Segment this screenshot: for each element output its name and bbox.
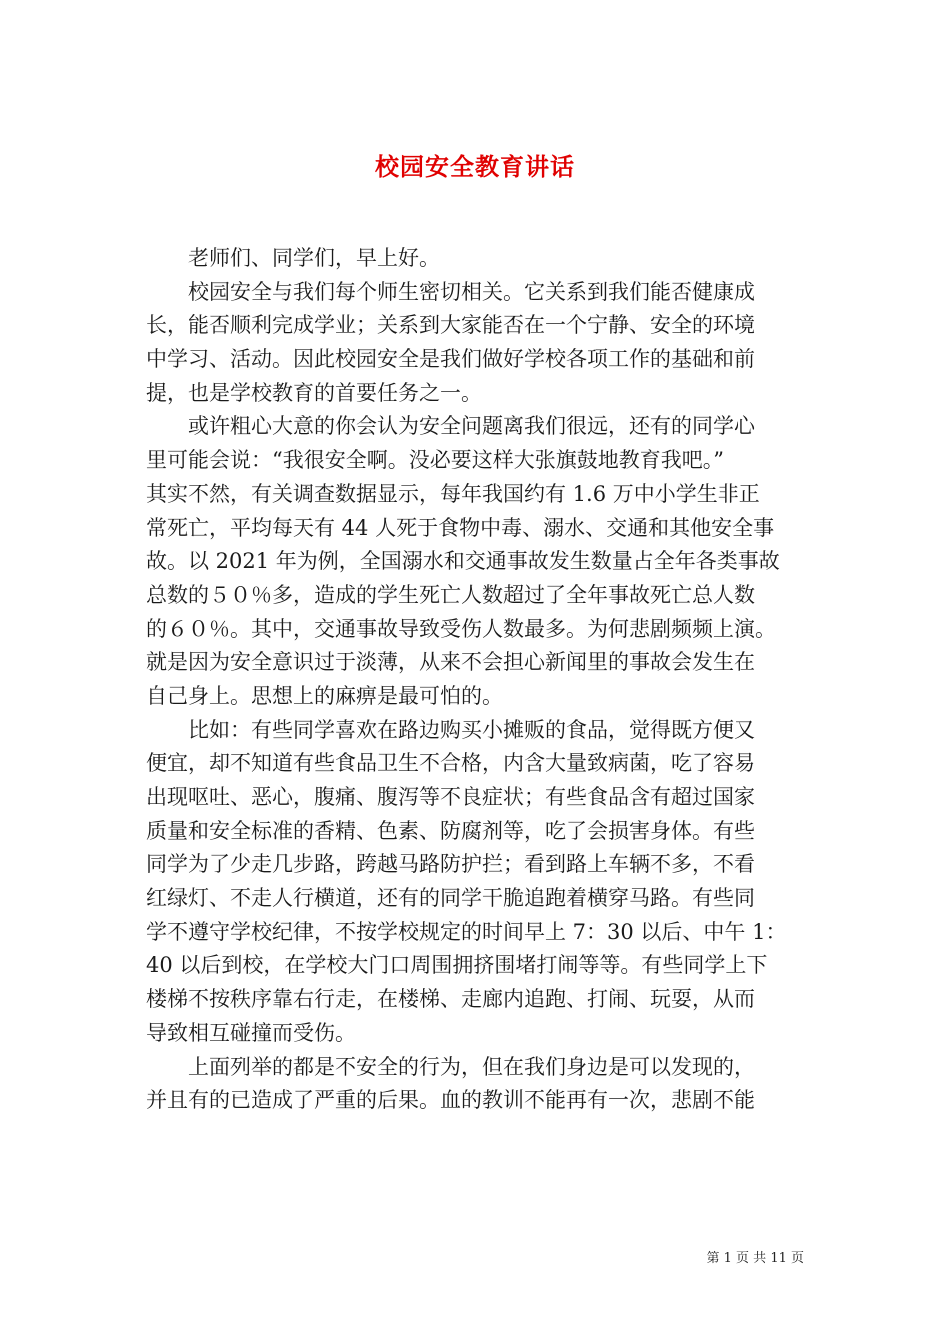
text-line: 校园安全与我们每个师生密切相关。它关系到我们能否健康成 [188, 279, 755, 304]
text-line: 出现呕吐、恶心，腹痛、腹泻等不良症状；有些食品含有超过国家 [146, 785, 755, 809]
paragraph-2 [146, 410, 808, 713]
paragraph-3 [146, 714, 808, 1051]
text-line: 自己身上。思想上的麻痹是最可怕的。 [146, 683, 503, 708]
text-line: 质量和安全标准的香精、色素、防腐剂等，吃了会损害身体。有些 [146, 818, 755, 843]
text-line: 常死亡，平均每天有 44 人死于食物中毒、溺水、交通和其他安全事 [146, 515, 775, 540]
page-number-footer: 第 1 页 共 11 页 [706, 1251, 804, 1266]
text-line: 同学为了少走几步路，跨越马路防护拦；看到路上车辆不多，不看 [146, 852, 755, 877]
text-line: 或许粗心大意的你会认为安全问题离我们很远，还有的同学心 [188, 414, 755, 439]
text-line: 并且有的已造成了严重的后果。血的教训不能再有一次，悲剧不能 [146, 1088, 755, 1113]
paragraph-1 [146, 276, 808, 411]
text-line: 总数的５０％多，造成的学生死亡人数超过了全年事故死亡总人数 [146, 582, 755, 607]
text-line: 中学习、活动。因此校园安全是我们做好学校各项工作的基础和前 [146, 347, 755, 372]
text-line: 里可能会说：“我很安全啊。没必要这样大张旗鼓地教育我吧。” [146, 448, 724, 473]
text-line: 长，能否顺利完成学业；关系到大家能否在一个宁静、安全的环境 [146, 313, 755, 338]
text-line: 就是因为安全意识过于淡薄，从来不会担心新闻里的事故会发生在 [146, 650, 755, 675]
text-line: 导致相互碰撞而受伤。 [146, 1020, 356, 1045]
text-line: 学不遵守学校纪律，不按学校规定的时间早上 7：30 以后、中午 1： [146, 919, 787, 944]
document-body [146, 242, 808, 1118]
greeting-line: 老师们、同学们，早上好。 [188, 246, 440, 270]
text-line: 上面列举的都是不安全的行为，但在我们身边是可以发现的， [188, 1054, 755, 1079]
text-line: 的６０％。其中，交通事故导致受伤人数最多。为何悲剧频频上演。 [146, 616, 776, 641]
page-title: 校园安全教育讲话 [375, 152, 575, 182]
text-line: 提，也是学校教育的首要任务之一。 [146, 380, 482, 405]
text-line: 楼梯不按秩序靠右行走，在楼梯、走廊内追跑、打闹、玩耍，从而 [146, 987, 755, 1012]
text-line: 比如：有些同学喜欢在路边购买小摊贩的食品，觉得既方便又 [188, 717, 755, 742]
paragraph-4 [146, 1051, 808, 1118]
text-line: 其实不然，有关调查数据显示，每年我国约有 1.6 万中小学生非正 [146, 481, 760, 506]
text-line: 便宜，却不知道有些食品卫生不合格，内含大量致病菌，吃了容易 [146, 751, 755, 776]
text-line: 40 以后到校，在学校大门口周围拥挤围堵打闹等等。有些同学上下 [146, 953, 768, 978]
text-line: 红绿灯、不走人行横道，还有的同学干脆追跑着横穿马路。有些同 [146, 886, 755, 911]
text-line: 故。以 2021 年为例，全国溺水和交通事故发生数量占全年各类事故 [146, 549, 780, 574]
